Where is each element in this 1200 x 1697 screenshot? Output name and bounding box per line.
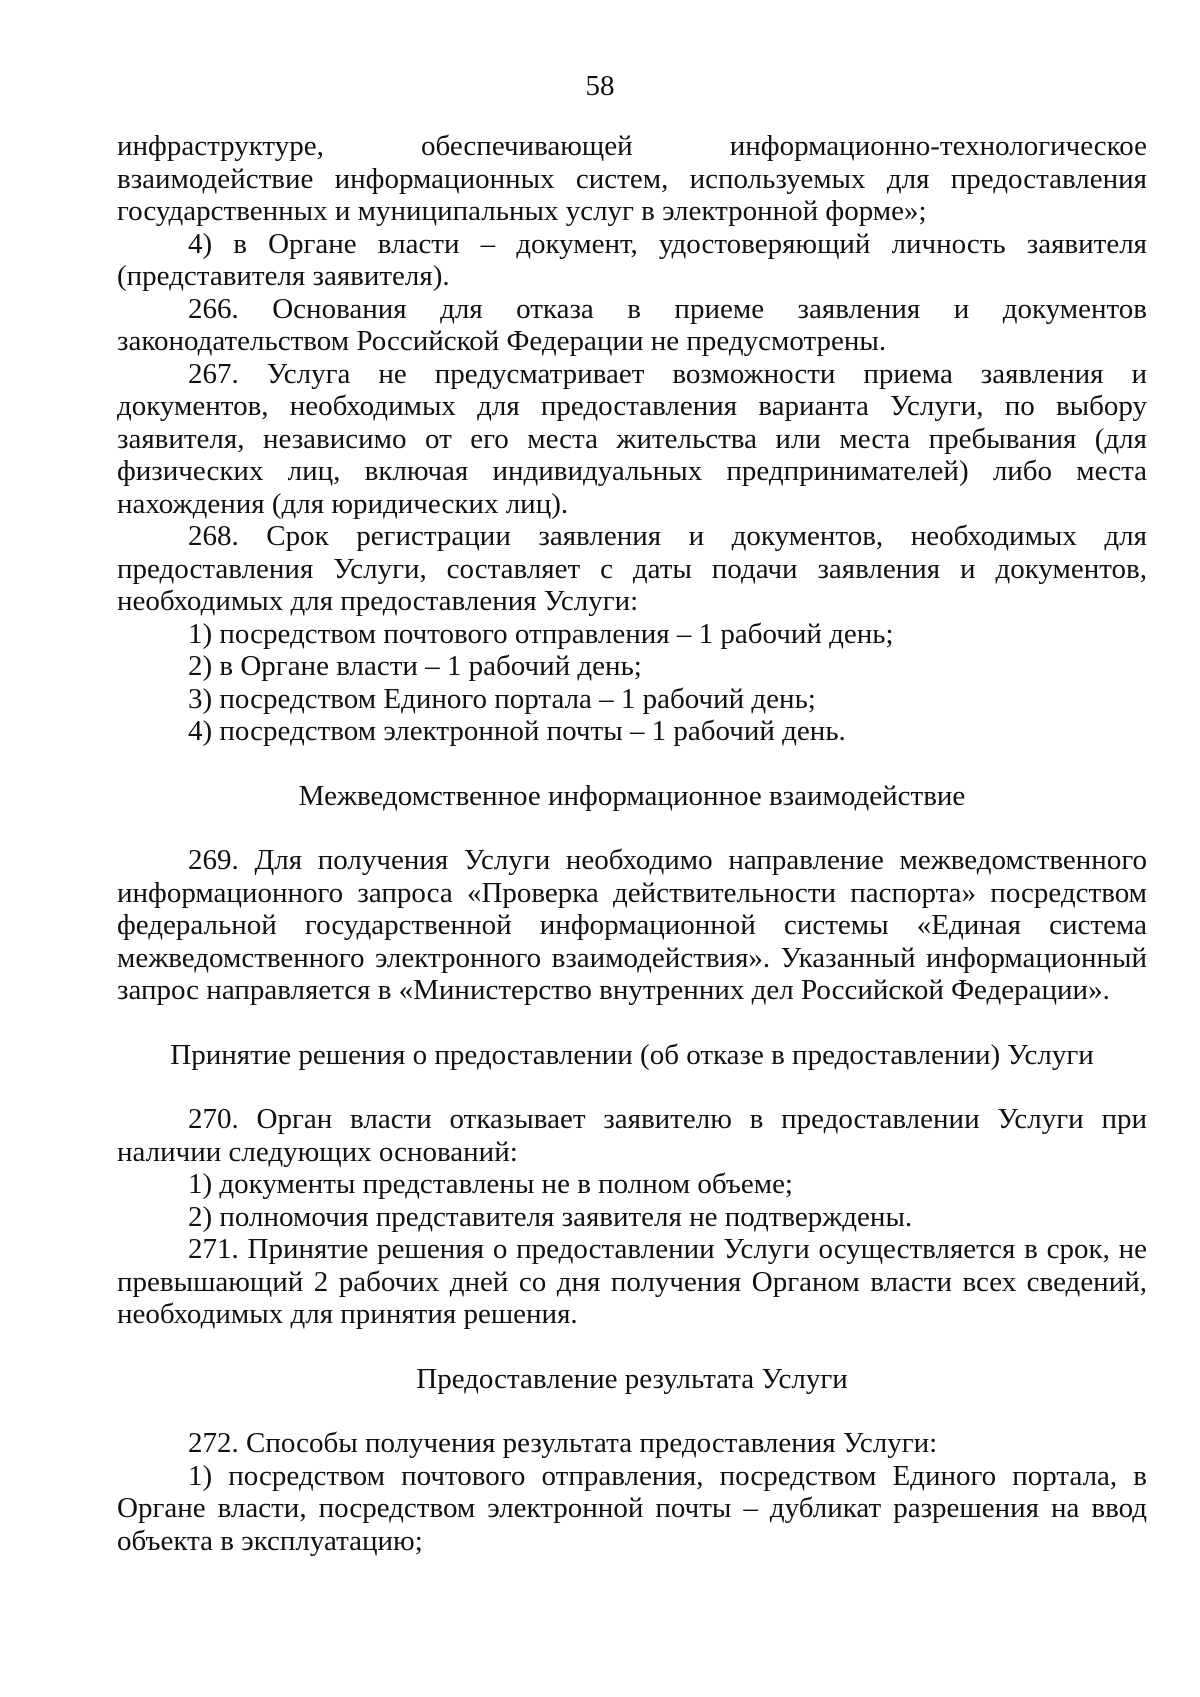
spacer (117, 1071, 1147, 1103)
paragraph: 4) посредством электронной почты – 1 рабочий день. (188, 715, 846, 747)
document-body (117, 130, 1147, 1557)
paragraph: 269. Для получения Услуги необходимо направление межведомственного информационного запроса «Проверка действительности паспорта» посредством федеральной государственной информационной системы «Единая система межведомственного электронного взаимодействия». Указанный информационный запрос направляется в «Министерство внутренних дел Российской Федерации». (117, 844, 1147, 1006)
spacer (117, 1007, 1147, 1039)
paragraph: 272. Способы получения результата предоставления Услуги: (188, 1427, 938, 1459)
paragraph: 271. Принятие решения о предоставлении Услуги осуществляется в срок, не превышающий 2 рабочих дней со дня получения Органом власти всех сведений, необходимых для принятия решения. (117, 1233, 1147, 1330)
paragraph: 3) посредством Единого портала – 1 рабочий день; (188, 682, 816, 715)
spacer (117, 1331, 1147, 1363)
paragraph: 1) посредством почтового отправления, посредством Единого портала, в Органе власти, посредством электронной почты – дубликат разрешения на ввод объекта в эксплуатацию; (117, 1459, 1147, 1557)
section-heading: Предоставление результата Услуги (416, 1362, 848, 1395)
paragraph: 4) в Органе власти – документ, удостоверяющий личность заявителя (представителя заявителя). (117, 227, 1147, 292)
spacer (117, 748, 1147, 780)
paragraph: 266. Основания для отказа в приеме заявления и документов законодательством Российской Федерации не предусмотрены. (117, 292, 1147, 357)
section-heading: Принятие решения о предоставлении (об отказе в предоставлении) Услуги (170, 1038, 1094, 1071)
paragraph: 2) полномочия представителя заявителя не подтверждены. (188, 1200, 913, 1233)
paragraph: 1) документы представлены не в полном объеме; (188, 1168, 793, 1200)
page-number: 58 (585, 70, 615, 102)
paragraph: 270. Орган власти отказывает заявителю в предоставлении Услуги при наличии следующих оснований: (117, 1103, 1147, 1168)
paragraph: 1) посредством почтового отправления – 1 рабочий день; (188, 617, 894, 650)
paragraph: инфраструктуре, обеспечивающей информационно-технологическое взаимодействие информационных систем, используемых для предоставления государственных и муниципальных услуг в электронной форме»; (117, 130, 1147, 227)
section-heading: Межведомственное информационное взаимодействие (298, 779, 966, 812)
paragraph: 268. Срок регистрации заявления и документов, необходимых для предоставления Услуги, составляет с даты подачи заявления и документов, необходимых для предоставления Услуги: (117, 520, 1147, 617)
spacer (117, 1395, 1147, 1427)
paragraph: 2) в Органе власти – 1 рабочий день; (188, 650, 642, 682)
paragraph: 267. Услуга не предусматривает возможности приема заявления и документов, необходимых для предоставления варианта Услуги, по выбору заявителя, независимо от его места жительства или места пребывания (для физических лиц, включая индивидуальных предпринимателей) либо места нахождения (для юридических лиц). (117, 357, 1147, 520)
spacer (117, 812, 1147, 844)
